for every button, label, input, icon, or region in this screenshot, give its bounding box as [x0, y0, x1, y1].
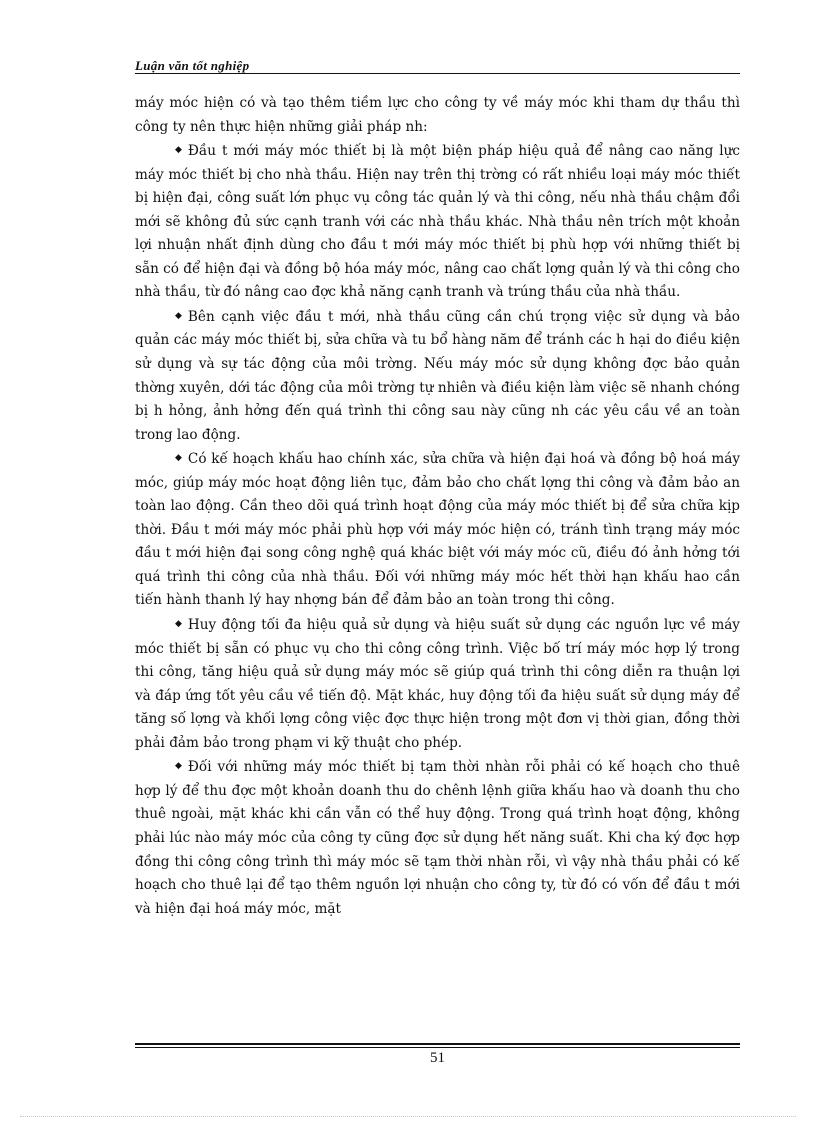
paragraph-continuation: máy móc hiện có và tạo thêm tiềm lực cho công ty về máy móc khi tham dự thầu thì công ty nên thực hiện những giải pháp nh: — [135, 95, 740, 135]
paragraph-text: Bên cạnh việc đầu t mới, nhà thầu cũng cần chú trọng việc sử dụng và bảo quản các máy móc thiết bị, sửa chữa và tu bổ hàng năm để tránh các h hại do điều kiện sử dụng và sự tác động của môi trờng. Nếu máy móc sử dụng không đợc bảo quản thờng xuyên, dới tác động của môi trờng tự nhiên và điều kiện làm việc sẽ nhanh chóng bị h hỏng, ảnh hởng đến quá trình thi công sau này cũng nh các yêu cầu về an toàn trong lao động. — [135, 308, 740, 443]
diamond-bullet-icon: ◆ — [175, 453, 182, 464]
page-number: 51 — [430, 1050, 445, 1066]
paragraph-text: Đối với những máy móc thiết bị tạm thời nhàn rỗi phải có kế hoạch cho thuê hợp lý để thu đợc một khoản doanh thu do chênh lệnh giữa khấu hao và doanh thu cho thuê ngoài, mặt khác khi cần vẫn có thể huy động. Trong quá trình hoạt động, không phải lúc nào máy móc của công ty cũng đợc sử dụng hết năng suất. Khi cha ký đợc hợp đồng thi công công trình thì máy móc sẽ tạm thời nhàn rỗi, vì vậy nhà thầu phải có kế hoạch cho thuê lại để tạo thêm nguồn lợi nhuận cho công ty, từ đó có vốn để đầu t mới và hiện đại hoá máy móc, mặt — [135, 759, 740, 917]
bullet-paragraph-new-investment — [135, 139, 740, 305]
footer-rule-thin — [135, 1047, 740, 1048]
diamond-bullet-icon: ◆ — [175, 619, 182, 630]
bullet-paragraph-depreciation — [135, 447, 740, 613]
running-header: Luận văn tốt nghiệp — [135, 58, 250, 73]
footer-rule-thick — [135, 1043, 740, 1045]
bottom-dotted-line — [20, 1116, 796, 1117]
body-text — [135, 92, 740, 921]
diamond-bullet-icon: ◆ — [175, 761, 182, 772]
paragraph-text: Có kế hoạch khấu hao chính xác, sửa chữa và hiện đại hoá và đồng bộ hoá máy móc, giúp máy móc hoạt động liên tục, đảm bảo cho chất lợng thi công và đảm bảo an toàn lao động. Cần theo dõi quá trình hoạt động của máy móc thiết bị để sửa chữa kịp thời. Đầu t mới máy móc phải phù hợp với máy móc hiện có, tránh tình trạng máy móc đầu t mới hiện đại song công nghệ quá khác biệt với máy móc cũ, điều đó ảnh hởng tới quá trình thi công của nhà thầu. Đối với những máy móc hết thời hạn khấu hao cần tiến hành thanh lý hay nhợng bán để đảm bảo an toàn trong thi công. — [135, 451, 740, 609]
diamond-bullet-icon: ◆ — [175, 145, 182, 156]
bullet-paragraph-maintenance — [135, 305, 740, 447]
bullet-paragraph-mobilization — [135, 613, 740, 755]
bullet-paragraph-rental — [135, 755, 740, 921]
diamond-bullet-icon: ◆ — [175, 310, 182, 321]
header-rule — [135, 73, 740, 74]
paragraph-text: Huy động tối đa hiệu quả sử dụng và hiệu suất sử dụng các nguồn lực về máy móc thiết bị sẵn có phục vụ cho thi công công trình. Việc bố trí máy móc hợp lý trong thi công, tăng hiệu quả sử dụng máy móc sẽ giúp quá trình thi công diễn ra thuận lợi và đáp ứng tốt yêu cầu về tiến độ. Mặt khác, huy động tối đa hiệu suất sử dụng máy để tăng số lợng và khối lợng công việc đợc thực hiện trong một đơn vị thời gian, đồng thời phải đảm bảo trong phạm vi kỹ thuật cho phép. — [135, 617, 740, 751]
paragraph-text: Đầu t mới máy móc thiết bị là một biện pháp hiệu quả để nâng cao năng lực máy móc thiết bị cho nhà thầu. Hiện nay trên thị trờng có rất nhiều loại máy móc thiết bị hiện đại, công suất lớn phục vụ công tác quản lý và thi công, nếu nhà thầu chậm đổi mới sẽ không đủ sức cạnh tranh với các nhà thầu khác. Nhà thầu nên trích một khoản lợi nhuận nhất định dùng cho đầu t mới máy móc thiết bị phù hợp với những thiết bị sẵn có để hiện đại và đồng bộ hóa máy móc, nâng cao chất lợng quản lý và thi công cho nhà thầu, từ đó nâng cao đợc khả năng cạnh tranh và trúng thầu của nhà thầu. — [135, 143, 740, 301]
